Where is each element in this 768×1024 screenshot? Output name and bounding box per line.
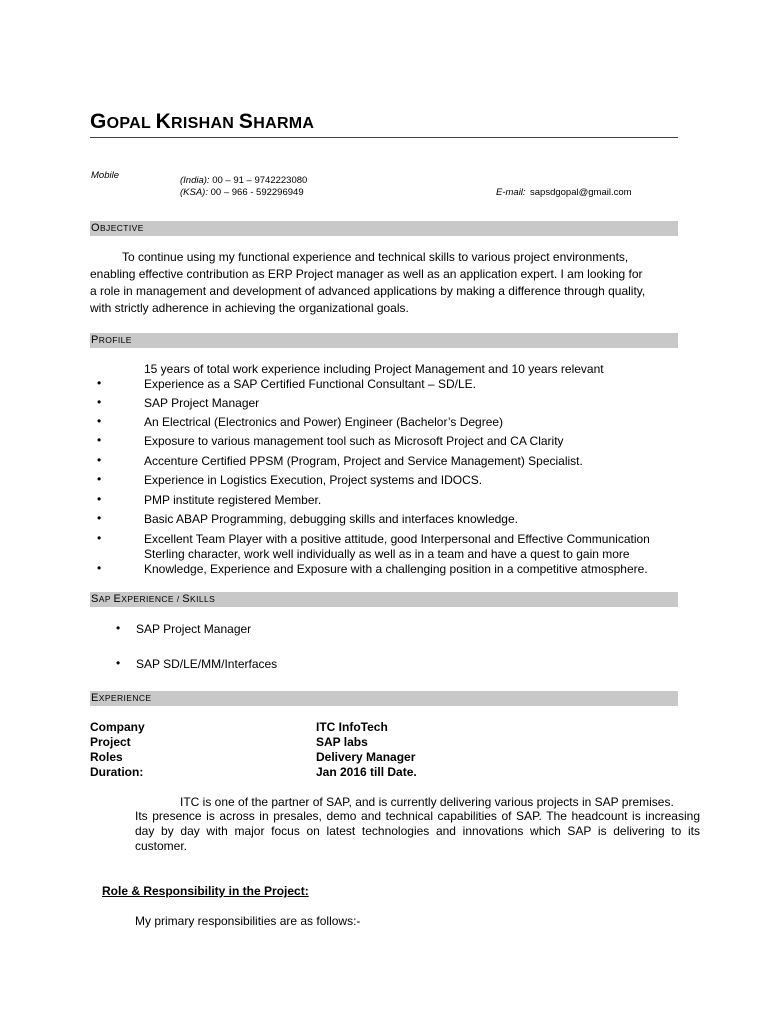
company-value: ITC InfoTech xyxy=(316,720,388,734)
profile-item-continued: Sterling character, work well individually as well as in a team and have a quest to gain more xyxy=(144,547,630,561)
profile-item: SAP Project Manager xyxy=(144,396,260,410)
duration-label: Duration: xyxy=(90,765,144,779)
india-phone: (India): 00 – 91 – 9742223080 xyxy=(180,175,308,186)
experience-heading: EXPERIENCE xyxy=(90,691,678,706)
project-value: SAP labs xyxy=(316,735,368,749)
profile-item: Basic ABAP Programming, debugging skills and interfaces knowledge. xyxy=(144,512,518,526)
sap-skill-item: SAP SD/LE/MM/Interfaces xyxy=(136,657,278,671)
profile-item: Experience as a SAP Certified Functional Consultant – SD/LE. xyxy=(144,377,476,391)
role-heading: Role & Responsibility in the Project: xyxy=(102,884,309,898)
roles-label: Roles xyxy=(90,750,123,764)
profile-item: An Electrical (Electronics and Power) Engineer (Bachelor’s Degree) xyxy=(144,415,504,429)
sap-skills-heading: SAP EXPERIENCE / SKILLS xyxy=(90,592,678,607)
objective-line-4: with strictly adherence in achieving the organizational goals. xyxy=(90,301,409,315)
bullet-icon: • xyxy=(97,492,102,506)
profile-item: Knowledge, Experience and Exposure with a challenging position in a competitive atmosphere. xyxy=(144,562,648,576)
email: E-mail: sapsdgopal@gmail.com xyxy=(496,187,632,198)
profile-heading: PROFILE xyxy=(90,333,678,348)
profile-intro: 15 years of total work experience including Project Management and 10 years relevant xyxy=(144,362,604,376)
duration-value: Jan 2016 till Date. xyxy=(316,765,417,779)
bullet-icon: • xyxy=(97,376,102,390)
profile-item: Excellent Team Player with a positive attitude, good Interpersonal and Effective Communication xyxy=(144,532,650,546)
company-description: Its presence is across in presales, demo and technical capabilities of SAP. The headcount is increasing day by day with major focus on latest technologies and innovations which SAP is delivering to its customer. xyxy=(135,809,700,853)
ksa-phone: (KSA): 00 – 966 - 592296949 xyxy=(180,187,304,198)
sap-skill-item: SAP Project Manager xyxy=(136,622,252,636)
objective-line-2: enabling effective contribution as ERP Project manager as well as an application expert. I am looking for xyxy=(90,267,643,281)
bullet-icon: • xyxy=(116,621,121,635)
objective-heading: OBJECTIVE xyxy=(90,221,678,236)
responsibilities-intro: My primary responsibilities are as follows:- xyxy=(135,914,361,928)
profile-item: Accenture Certified PPSM (Program, Project and Service Management) Specialist. xyxy=(144,454,583,468)
bullet-icon: • xyxy=(97,414,102,428)
project-label: Project xyxy=(90,735,131,749)
bullet-icon: • xyxy=(97,433,102,447)
mobile-label: Mobile xyxy=(91,170,119,181)
bullet-icon: • xyxy=(97,395,102,409)
roles-value: Delivery Manager xyxy=(316,750,416,764)
bullet-icon: • xyxy=(116,656,121,670)
bullet-icon: • xyxy=(97,472,102,486)
bullet-icon: • xyxy=(97,453,102,467)
objective-line-3: a role in management and development of advanced applications by making a difference through quality, xyxy=(90,284,646,298)
company-description-first: ITC is one of the partner of SAP, and is currently delivering various projects in SAP premises. xyxy=(180,795,674,809)
header-divider xyxy=(90,137,678,138)
bullet-icon: • xyxy=(97,531,102,545)
objective-line-1: To continue using my functional experience and technical skills to various project environments, xyxy=(122,250,629,264)
profile-item: PMP institute registered Member. xyxy=(144,493,322,507)
profile-item: Exposure to various management tool such as Microsoft Project and CA Clarity xyxy=(144,434,564,448)
profile-item: Experience in Logistics Execution, Project systems and IDOCS. xyxy=(144,473,483,487)
bullet-icon: • xyxy=(97,511,102,525)
company-label: Company xyxy=(90,720,145,734)
candidate-name: GOPAL KRISHAN SHARMA xyxy=(90,110,315,133)
bullet-icon: • xyxy=(97,561,102,575)
